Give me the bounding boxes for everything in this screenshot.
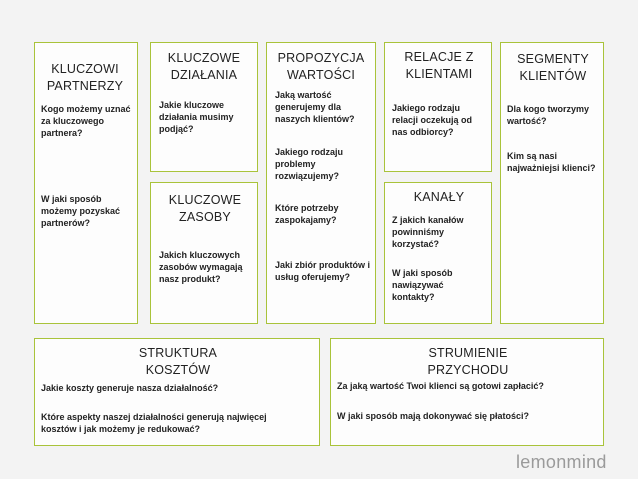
key-resources-box [150, 182, 258, 324]
cost-structure-box [34, 338, 320, 446]
value-propositions-title: PROPOZYCJA WARTOŚCI [277, 51, 365, 82]
customer-segments-question-2: Kim są nasi najważniejsi klienci? [507, 151, 596, 173]
revenue-streams-box [330, 338, 604, 446]
lemonmind-logo: lemonmind [516, 452, 607, 472]
value-propositions-question-1: Jaką wartość generujemy dla naszych klientów? [275, 90, 355, 124]
revenue-streams-question-1: Za jaką wartość Twoi klienci są gotowi zapłacić? [337, 381, 544, 391]
key-activities-question-1: Jakie kluczowe działania musimy podjąć? [159, 100, 234, 134]
customer-relationships-question-1: Jakiego rodzaju relacji oczekują od nas odbiorcy? [392, 103, 473, 137]
value-propositions-box [266, 42, 376, 324]
customer-segments-box [500, 42, 604, 324]
revenue-streams-question-2: W jaki sposób mają dokonywać się płatości? [337, 411, 530, 421]
cost-structure-title: STRUKTURA KOSZTÓW [138, 346, 218, 377]
key-activities-title: KLUCZOWE DZIAŁANIA [167, 51, 241, 82]
customer-relationships-box [384, 42, 492, 172]
revenue-streams-title: STRUMIENIE PRZYCHODU [427, 346, 509, 377]
customer-segments-title: SEGMENTY KLIENTÓW [517, 52, 589, 83]
value-propositions-question-2: Jakiego rodzaju problemy rozwiązujemy? [275, 147, 344, 181]
channels-question-2: W jaki sposób nawiązywać kontakty? [392, 268, 453, 302]
key-partners-box [34, 42, 138, 324]
key-activities-box [150, 42, 258, 172]
key-partners-question-2: W jaki sposób możemy pozyskać partnerów? [41, 194, 121, 228]
customer-segments-question-1: Dla kogo tworzymy wartość? [507, 104, 590, 126]
cost-structure-question-2: Które aspekty naszej działalności generują najwięcej kosztów i jak możemy je redukować? [41, 412, 267, 434]
value-propositions-question-4: Jaki zbiór produktów i usług oferujemy? [275, 260, 371, 282]
channels-box [384, 182, 492, 324]
key-resources-title: KLUCZOWE ZASOBY [168, 193, 242, 224]
key-resources-question-1: Jakich kluczowych zasobów wymagają nasz produkt? [159, 250, 243, 284]
value-propositions-question-3: Które potrzeby zaspokajamy? [275, 203, 339, 225]
key-partners-title: KLUCZOWI PARTNERZY [46, 62, 124, 93]
cost-structure-question-1: Jakie koszty generuje nasza działalność? [41, 383, 219, 393]
customer-relationships-title: RELACJE Z KLIENTAMI [404, 50, 474, 81]
channels-title: KANAŁY [413, 190, 465, 204]
key-partners-question-1: Kogo możemy uznać za kluczowego partnera? [41, 104, 131, 138]
channels-question-1: Z jakich kanałów powinniśmy korzystać? [392, 215, 464, 249]
